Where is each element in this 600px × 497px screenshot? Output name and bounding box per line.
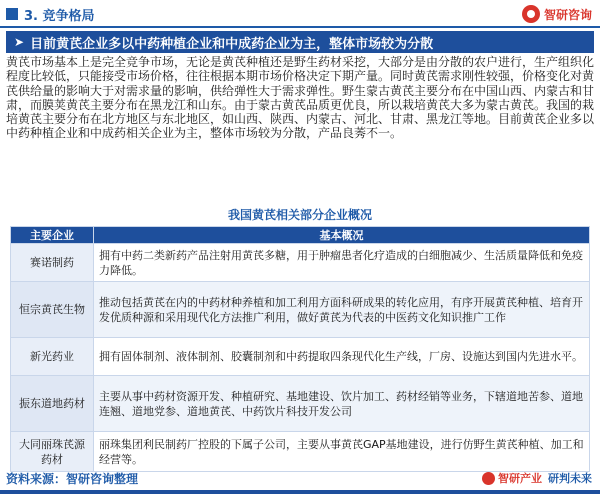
company-name: 振东道地药材	[11, 376, 94, 432]
company-description: 推动包括黄芪在内的中药材种养植和加工利用方面科研成果的转化应用，有序开展黄芪种植、培育开发优质种源和采用现代化方法推广利用，做好黄芪为代表的中医药文化知识推广工作	[94, 282, 590, 338]
section-heading	[0, 0, 95, 28]
company-description: 拥有中药二类新药产品注射用黄芪多糖，用于肿瘤患者化疗造成的白细胞减少、生活质量降低和免疫力降低。	[94, 244, 590, 282]
company-description: 丽珠集团利民制药厂控股的下属子公司，主要从事黄芪GAP基地建设，进行仿野生黄芪种植、加工和经营等。	[94, 432, 590, 472]
source-note: 资料来源：智研咨询整理	[6, 472, 139, 486]
section-title: 3. 竞争格局	[24, 8, 95, 24]
table-row	[11, 282, 590, 338]
body-paragraph: 黄芪市场基本上是完全竞争市场，无论是黄芪种植还是野生药材采挖，大部分是由分散的农户进行，生产组织化程度比较低，只能接受市场价格，往往根据本期市场价格决定下期产量。同时黄芪需求刚性较强，价格变化对黄芪供给量的影响大于对需求量的影响，供给弹性大于需求弹性。野生蒙古黄芪主要分布在中国山西、内蒙古和甘肃，而膜荚黄芪主要分布在黑龙江和山东。由于蒙古黄芪品质更优良，所以栽培黄芪大多为蒙古黄芪。我国的栽培黄芪主要分布在北方地区与东北地区，如山西、陕西、内蒙古、河北、甘肃、黑龙江等地。目前黄芪企业多以中药种植企业和中成药相关企业为主，整体市场较为分散，产品良莠不一。	[6, 55, 595, 141]
banner-title: 目前黄芪企业多以中药种植企业和中成药企业为主，整体市场较为分散	[30, 36, 434, 52]
footer-logo-icon	[482, 472, 495, 485]
column-header-company: 主要企业	[11, 227, 94, 244]
footer-logo	[482, 470, 592, 486]
brand-logo	[522, 5, 592, 23]
table-row	[11, 244, 590, 282]
company-table	[10, 226, 590, 472]
table-row	[11, 376, 590, 432]
company-description: 拥有固体制剂、液体制剂、胶囊制剂和中药提取四条现代化生产线，厂房、设施达到国内先进水平。	[94, 338, 590, 376]
chevron-right-icon: ➤	[14, 35, 25, 49]
headline-banner	[6, 31, 594, 53]
company-name: 新光药业	[11, 338, 94, 376]
column-header-overview: 基本概况	[94, 227, 590, 244]
table-title: 我国黄芪相关部分企业概况	[227, 208, 372, 222]
brand-logo-icon	[522, 5, 540, 23]
square-bullet-icon	[6, 8, 18, 20]
footer-logo-right: 研判未来	[548, 472, 592, 485]
top-header	[0, 0, 600, 28]
table-header-row	[11, 227, 590, 244]
brand-logo-text: 智研咨询	[543, 7, 592, 22]
table-row	[11, 432, 590, 472]
header-rule	[0, 26, 600, 28]
company-description: 主要从事中药材资源开发、种植研究、基地建设、饮片加工、药材经销等业务，下辖道地苦参、道地连翘、道地党参、道地黄芪、中药饮片科技开发公司	[94, 376, 590, 432]
footer-rule	[0, 490, 600, 494]
company-name: 赛诺制药	[11, 244, 94, 282]
company-name: 大同丽珠芪源药材	[11, 432, 94, 472]
footer-logo-left: 智研产业	[498, 472, 542, 485]
table-row	[11, 338, 590, 376]
company-name: 恒宗黄芪生物	[11, 282, 94, 338]
